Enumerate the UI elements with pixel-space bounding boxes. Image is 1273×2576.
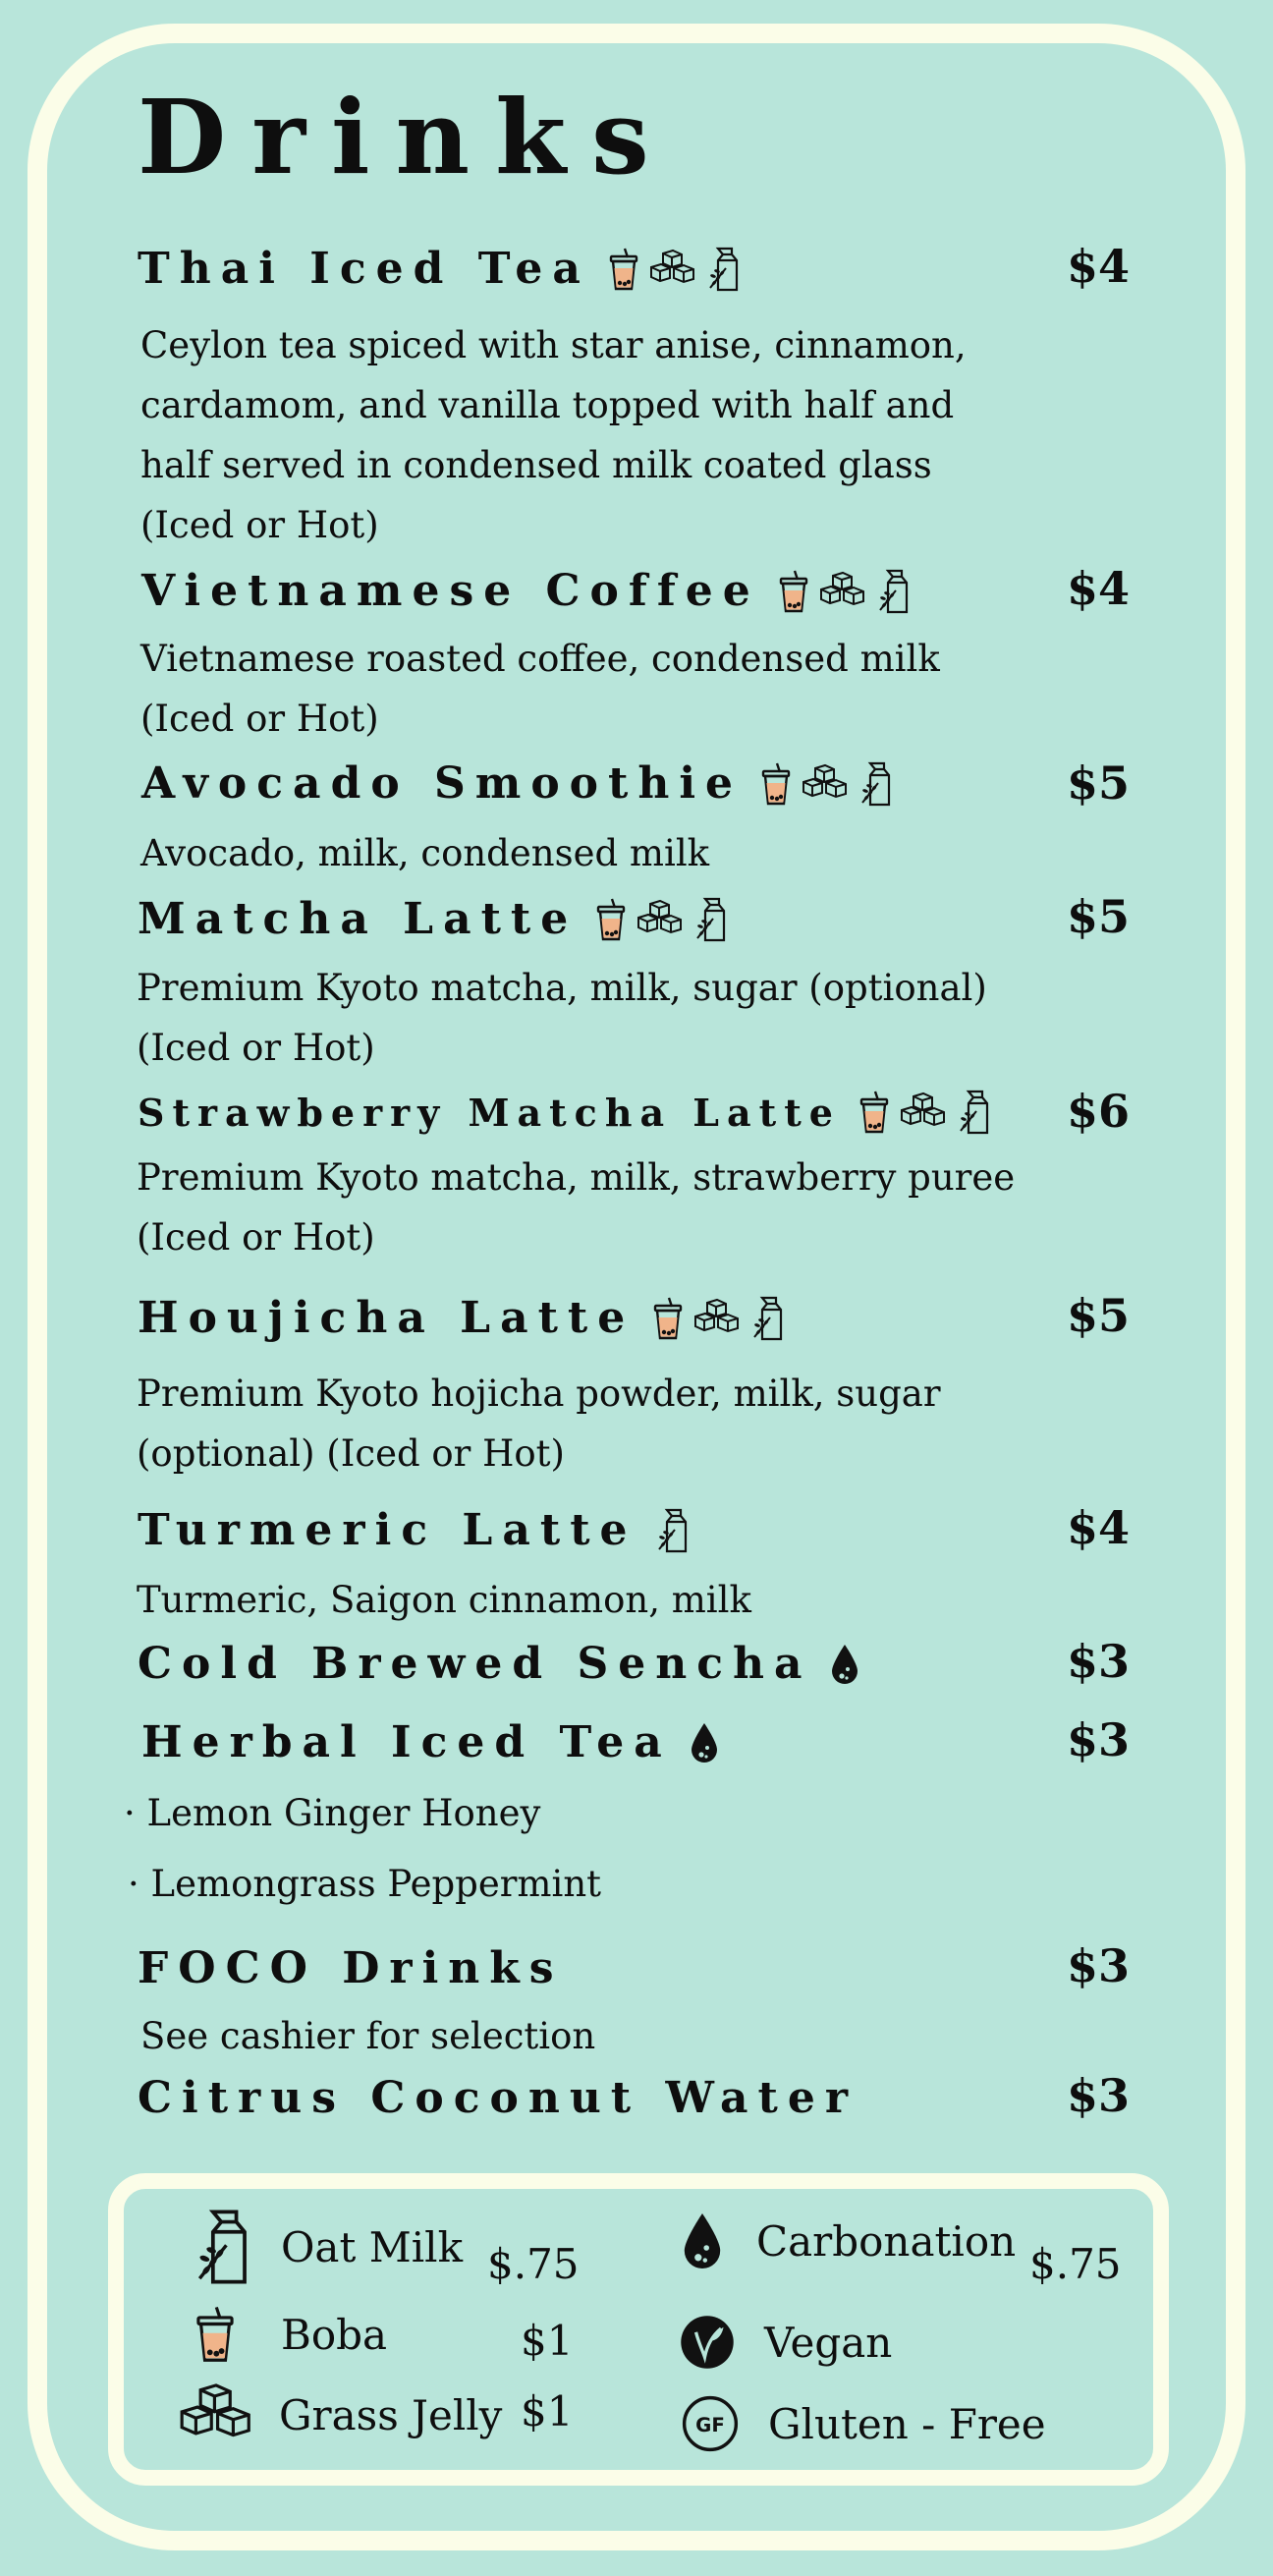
legend-carbonation: Carbonation	[682, 2211, 1016, 2271]
item-description: Ceylon tea spiced with star anise, cinnamon, cardamom, and vanilla topped with half and half served in condensed milk coated glass (Iced or Hot)	[140, 324, 967, 546]
item-description: Vietnamese roasted coffee, condensed milk (Iced or Hot)	[140, 638, 940, 740]
gluten-free-icon	[682, 2395, 739, 2452]
item-name: Herbal Iced Tea	[141, 1717, 672, 1767]
legend-gluten-free: Gluten - Free	[682, 2395, 1046, 2452]
item-name: Citrus Coconut Water	[138, 2073, 858, 2123]
legend-carbonation-price: $.75	[1029, 2240, 1122, 2288]
oat-milk-icon	[876, 568, 912, 615]
list-item: · Lemon Ginger Honey	[124, 1792, 541, 1834]
item-price: $3	[1066, 1939, 1130, 1992]
grass-jelly-icon	[649, 249, 696, 290]
item-price: $4	[1066, 562, 1130, 615]
boba-icon	[760, 761, 792, 807]
boba-icon	[778, 569, 809, 614]
grass-jelly-icon	[900, 1092, 947, 1133]
menu-item-vietnamese-coffee	[141, 566, 912, 616]
item-name: Cold Brewed Sencha	[138, 1639, 812, 1689]
item-name: Strawberry Matcha Latte	[138, 1090, 841, 1135]
item-name: Thai Iced Tea	[138, 244, 590, 294]
legend-boba-price: $1	[521, 2317, 574, 2365]
menu-item-herbal-iced-tea	[141, 1717, 719, 1767]
item-description: Premium Kyoto hojicha powder, milk, sugar (optional) (Iced or Hot)	[137, 1372, 941, 1475]
item-description: Turmeric, Saigon cinnamon, milk	[137, 1579, 751, 1621]
oat-milk-icon	[957, 1089, 992, 1136]
item-price: $5	[1066, 1289, 1130, 1342]
oat-milk-icon	[193, 2209, 253, 2285]
boba-icon	[652, 1296, 684, 1341]
grass-jelly-icon	[802, 763, 849, 805]
add-ons-legend	[108, 2173, 1169, 2486]
item-name: Houjicha Latte	[138, 1293, 636, 1343]
grass-jelly-icon	[819, 571, 866, 612]
boba-icon	[194, 2297, 236, 2372]
oat-milk-icon	[858, 760, 894, 808]
vegan-icon	[680, 2315, 735, 2370]
item-price: $3	[1066, 1635, 1130, 1688]
menu-item-citrus-coconut-water	[138, 2073, 858, 2123]
legend-grass-jelly: Grass Jelly	[179, 2383, 502, 2446]
item-name: Turmeric Latte	[138, 1505, 637, 1555]
legend-grass-jelly-price: $1	[521, 2387, 574, 2436]
item-price: $5	[1066, 756, 1130, 810]
menu-item-matcha-latte	[138, 894, 729, 944]
item-price: $6	[1066, 1085, 1130, 1138]
boba-icon	[595, 897, 627, 942]
carbonation-icon	[690, 1722, 719, 1764]
menu-item-houjicha-latte	[138, 1293, 786, 1343]
carbonation-icon	[830, 1644, 859, 1685]
item-price: $3	[1066, 2069, 1130, 2122]
legend-vegan: Vegan	[680, 2315, 892, 2370]
item-price: $4	[1066, 240, 1130, 293]
item-price: $3	[1066, 1713, 1130, 1766]
grass-jelly-icon	[179, 2383, 253, 2446]
grass-jelly-icon	[636, 899, 684, 940]
menu-item-cold-brewed-sencha	[138, 1639, 859, 1689]
oat-milk-icon	[655, 1507, 691, 1554]
grass-jelly-icon	[693, 1298, 741, 1339]
boba-icon	[858, 1090, 890, 1135]
menu-item-strawberry-matcha-latte	[138, 1089, 992, 1136]
item-description: See cashier for selection	[140, 2015, 596, 2057]
boba-icon	[608, 247, 639, 292]
carbonation-icon	[682, 2211, 723, 2271]
list-item: · Lemongrass Peppermint	[128, 1863, 602, 1905]
item-description: Premium Kyoto matcha, milk, sugar (optional) (Iced or Hot)	[137, 967, 987, 1069]
item-price: $5	[1066, 890, 1130, 943]
menu-title: Drinks	[138, 77, 675, 197]
item-name: Vietnamese Coffee	[141, 566, 760, 616]
menu-item-foco-drinks	[138, 1943, 564, 1993]
item-description: Avocado, milk, condensed milk	[140, 832, 710, 874]
menu-item-thai-iced-tea	[138, 244, 742, 294]
menu-item-turmeric-latte	[138, 1505, 691, 1555]
menu-item-avocado-smoothie	[141, 758, 894, 809]
item-name: FOCO Drinks	[138, 1943, 564, 1993]
item-name: Avocado Smoothie	[141, 758, 744, 809]
legend-oat-milk: Oat Milk	[193, 2209, 463, 2285]
legend-oat-milk-price: $.75	[487, 2240, 580, 2288]
legend-boba: Boba	[194, 2297, 387, 2372]
item-price: $4	[1066, 1501, 1130, 1554]
item-description: Premium Kyoto matcha, milk, strawberry puree (Iced or Hot)	[137, 1156, 1016, 1259]
oat-milk-icon	[750, 1295, 786, 1342]
oat-milk-icon	[706, 246, 742, 293]
item-name: Matcha Latte	[138, 894, 579, 944]
oat-milk-icon	[693, 896, 729, 943]
